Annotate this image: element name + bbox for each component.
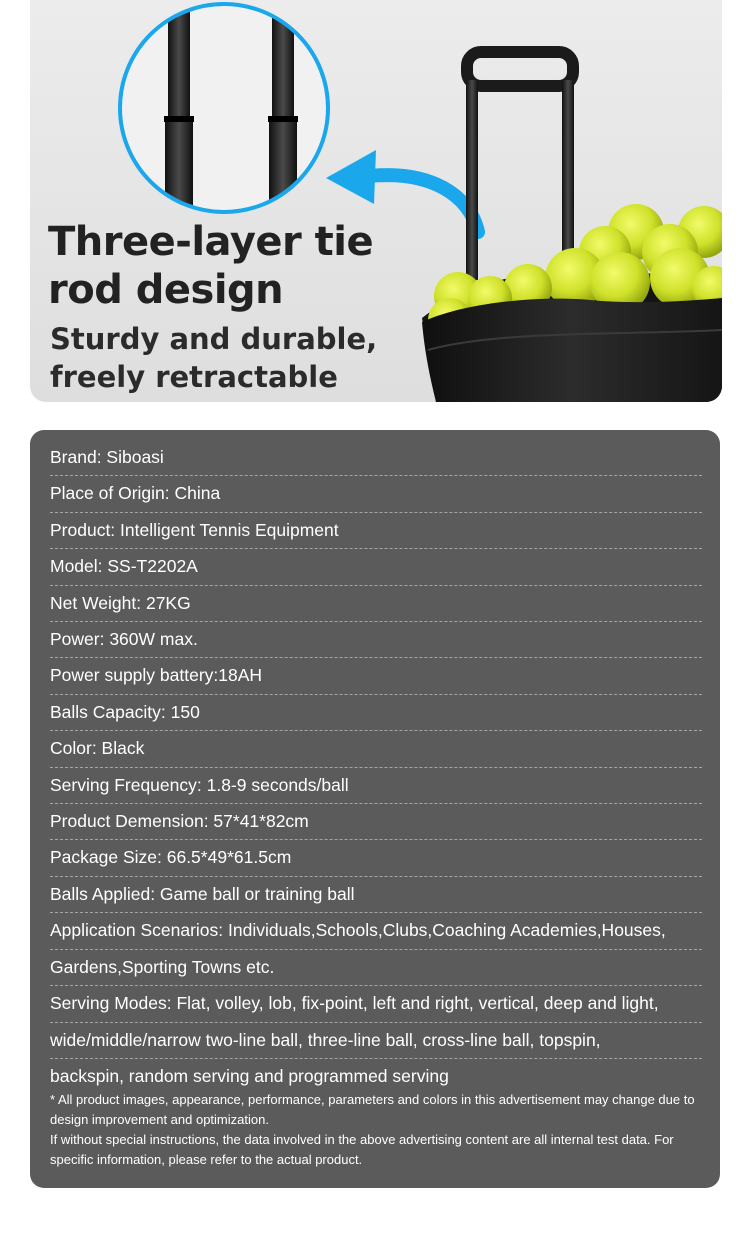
modes-line-3: backspin, random serving and programmed serving [50, 1065, 449, 1086]
hero-banner [30, 0, 722, 402]
zoom-detail-circle [120, 0, 328, 228]
application-line-1: Application Scenarios: Individuals,Schools,Clubs,Coaching Academies,Houses, [50, 913, 702, 949]
spec-list [50, 440, 702, 1094]
spec-row-color: Color: Black [50, 731, 702, 767]
spec-row-brand: Brand: Siboasi [50, 440, 702, 476]
headline [48, 218, 373, 314]
tie-rod-handle [466, 52, 574, 280]
spec-row-dimension: Product Demension: 57*41*82cm [50, 804, 702, 840]
disclaimer-note-1: * All product images, appearance, performance, parameters and colors in this advertisement may change due to design improvement and optimization. [50, 1092, 695, 1127]
spec-row-application [50, 913, 702, 986]
spec-row-frequency: Serving Frequency: 1.8-9 seconds/ball [50, 768, 702, 804]
spec-row-serving-modes [50, 986, 702, 1094]
subheadline [50, 320, 377, 396]
spec-row-model: Model: SS-T2202A [50, 549, 702, 585]
headline-line-2: rod design [48, 267, 284, 313]
headline-line-1: Three-layer tie [48, 219, 374, 265]
specifications-panel [30, 430, 720, 1188]
spec-row-battery: Power supply battery:18AH [50, 658, 702, 694]
application-line-2: Gardens,Sporting Towns etc. [50, 956, 275, 977]
spec-row-product: Product: Intelligent Tennis Equipment [50, 513, 702, 549]
spec-row-power: Power: 360W max. [50, 622, 702, 658]
spec-row-net-weight: Net Weight: 27KG [50, 586, 702, 622]
spec-row-package: Package Size: 66.5*49*61.5cm [50, 840, 702, 876]
spec-row-origin: Place of Origin: China [50, 476, 702, 512]
disclaimer-note-2: If without special instructions, the data involved in the above advertising content are all internal test data. For specific information, please refer to the actual product. [50, 1132, 674, 1167]
modes-line-2: wide/middle/narrow two-line ball, three-line ball, cross-line ball, topspin, [50, 1023, 702, 1059]
spec-row-balls-applied: Balls Applied: Game ball or training ball [50, 877, 702, 913]
subheadline-line-1: Sturdy and durable, [50, 322, 378, 356]
subheadline-line-2: freely retractable [50, 360, 338, 394]
disclaimer [50, 1090, 700, 1170]
modes-line-1: Serving Modes: Flat, volley, lob, fix-point, left and right, vertical, deep and light, [50, 986, 702, 1022]
spec-row-capacity: Balls Capacity: 150 [50, 695, 702, 731]
